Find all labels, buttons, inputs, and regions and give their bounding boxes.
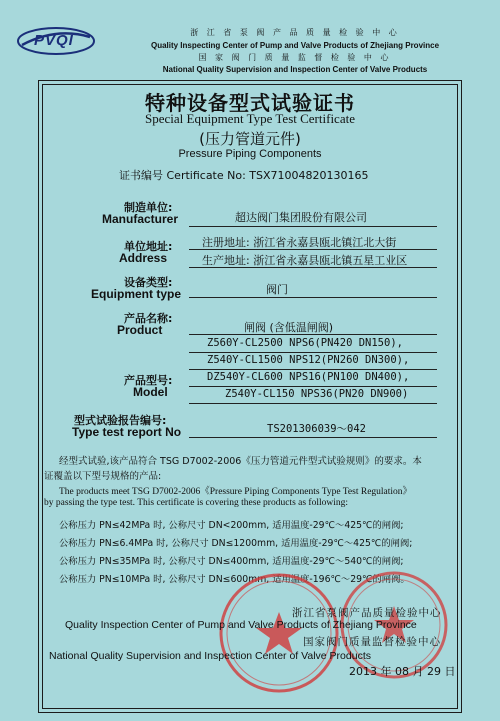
subtitle-en: Pressure Piping Components [178,148,322,160]
red-seal-left-icon [214,568,344,698]
equipment-label-en: Equipment type [91,287,182,301]
address-registered: 注册地址: 浙江省永嘉县瓯北镇江北大街 [202,236,397,249]
footer-center-en-2: National Quality Supervision and Inspection Center of Valve Products [49,650,371,662]
footer-center-en-1: Quality Inspection Center of Pump and Valve Products of Zhejiang Province [65,619,417,631]
manufacturer-label-cn: 制造单位: [124,201,173,214]
header-line-en-1: Quality Inspecting Center of Pump and Valve Products of Zhejiang Province [150,41,440,50]
report-label-en: Type test report No [72,425,182,439]
spec-line-3: 公称压力 PN≤35MPa 时, 公称尺寸 DN≤400mm, 适用温度-29℃～540℃的闸阀; [59,556,404,567]
model-line-1: Z560Y-CL2500 NPS6(PN420 DN150), [207,337,403,349]
body-cn-line-2: 证覆盖以下型号规格的产品: [44,471,162,482]
equipment-label-cn: 设备类型: [124,276,173,289]
header-line-en-2: National Quality Supervision and Inspection Center of Valve Products [162,65,428,74]
manufacturer-label-en: Manufacturer [102,212,179,226]
equipment-value: 阀门 [266,283,288,296]
subtitle-cn: (压力管道元件) [199,130,301,148]
title-cn: 特种设备型式试验证书 [145,91,355,115]
model-label-en: Model [133,385,168,399]
model-line-2: Z540Y-CL1500 NPS12(PN260 DN300), [207,354,410,366]
footer-center-cn-2: 国家阀门质量监督检验中心 [303,636,441,648]
logo-text: PVQI [34,32,74,49]
report-value: TS201306039～042 [267,423,367,435]
body-en-line-1: The products meet TSG D7002-2006《Pressure Piping Components Type Test Regulation》 [59,487,413,497]
spec-line-4: 公称压力 PN≤10MPa 时, 公称尺寸 DN≤600mm, 适用温度-196℃～29℃的闸阀。 [59,574,410,585]
issuer-header [0,0,500,82]
model-label-cn: 产品型号: [124,374,173,387]
model-line-4: Z540Y-CL150 NPS36(PN20 DN900) [225,388,409,400]
body-cn-line-1: 经型式试验,该产品符合 TSG D7002-2006《压力管道元件型式试验规则》的要求。本 [59,456,422,467]
title-en: Special Equipment Type Test Certificate [145,111,355,126]
manufacturer-value: 超达阀门集团股份有限公司 [235,211,367,224]
body-en-line-2: by passing the type test. This certificate is covering these products as following: [44,498,349,508]
address-label-cn: 单位地址: [124,240,173,253]
footer-center-cn-1: 浙江省泵阀产品质量检验中心 [292,607,442,619]
certificate-frame [38,80,462,713]
issue-date: 2013 年 08 月 29 日 [349,665,456,678]
model-line-3: DZ540Y-CL600 NPS16(PN100 DN400), [207,371,410,383]
spec-line-1: 公称压力 PN≤42MPa 时, 公称尺寸 DN<200mm, 适用温度-29℃～425℃的闸阀; [59,520,404,531]
header-line-cn-2: 国 家 阀 门 质 量 监 督 检 验 中 心 [198,53,392,62]
product-value: 闸阀 (含低温闸阀) [244,321,334,334]
product-label-cn: 产品名称: [124,312,173,325]
certificate-number: 证书编号 Certificate No: TSX71004820130165 [119,169,369,182]
header-line-cn-1: 浙 江 省 泵 阀 产 品 质 量 检 验 中 心 [190,28,400,37]
report-label-cn: 型式试验报告编号: [74,414,167,427]
address-production: 生产地址: 浙江省永嘉县瓯北镇五星工业区 [202,254,408,267]
address-label-en: Address [119,251,168,265]
spec-line-2: 公称压力 PN≤6.4MPa 时, 公称尺寸 DN≤1200mm, 适用温度-29℃～425℃的闸阀; [59,538,413,549]
product-label-en: Product [117,323,163,337]
